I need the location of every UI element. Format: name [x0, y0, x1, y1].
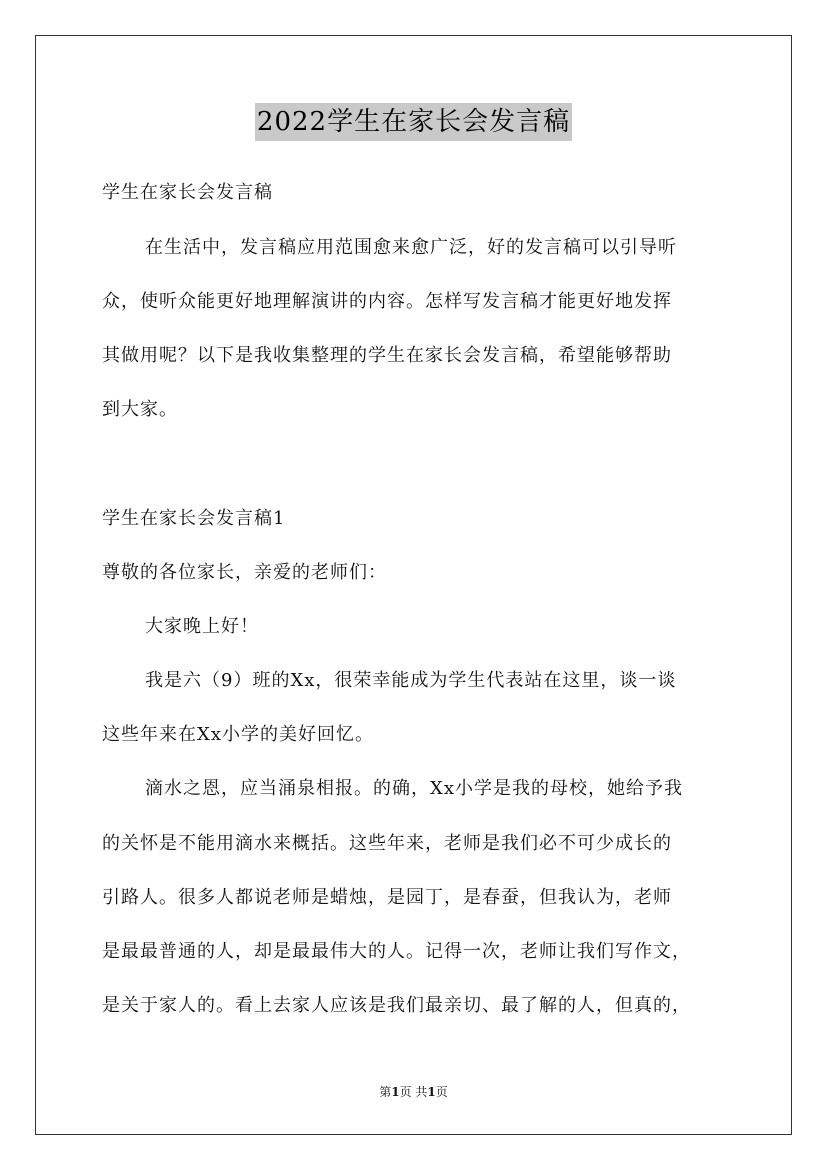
- subtitle: 学生在家长会发言稿: [102, 182, 273, 203]
- document-title: 2022学生在家长会发言稿: [255, 103, 572, 141]
- para2-line-1: 滴水之恩，应当涌泉相报。的确，Xx小学是我的母校，她给予我: [145, 778, 683, 799]
- para2-line-4: 是最最普通的人，却是最最伟大的人。记得一次，老师让我们写作文，: [102, 941, 691, 962]
- section-heading: 学生在家长会发言稿1: [102, 508, 286, 529]
- footer-page-number: 1: [391, 1085, 400, 1099]
- para2-line-5: 是关于家人的。看上去家人应该是我们最亲切、最了解的人，但真的，: [102, 995, 691, 1016]
- footer-suffix: 页: [435, 1085, 448, 1099]
- intro-line-2: 众，使听众能更好地理解演讲的内容。怎样写发言稿才能更好地发挥: [102, 291, 672, 312]
- footer-mid: 页 共: [399, 1085, 428, 1099]
- para2-line-3: 引路人。很多人都说老师是蜡烛，是园丁，是春蚕，但我认为，老师: [102, 887, 672, 908]
- para1-line-1: 我是六（9）班的Xx，很荣幸能成为学生代表站在这里，谈一谈: [145, 670, 677, 691]
- footer-total-pages: 1: [427, 1085, 436, 1099]
- intro-line-1: 在生活中，发言稿应用范围愈来愈广泛，好的发言稿可以引导听: [145, 237, 677, 258]
- intro-line-4: 到大家。: [102, 399, 178, 420]
- greeting: 大家晚上好！: [145, 616, 259, 637]
- title-container: [0, 103, 827, 141]
- para2-line-2: 的关怀是不能用滴水来概括。这些年来，老师是我们必不可少成长的: [102, 833, 672, 854]
- intro-line-3: 其做用呢？以下是我收集整理的学生在家长会发言稿，希望能够帮助: [102, 345, 672, 366]
- footer-prefix: 第: [379, 1085, 392, 1099]
- para1-line-2: 这些年来在Xx小学的美好回忆。: [102, 724, 374, 745]
- salutation: 尊敬的各位家长，亲爱的老师们：: [102, 562, 387, 583]
- page-footer: [0, 1084, 827, 1100]
